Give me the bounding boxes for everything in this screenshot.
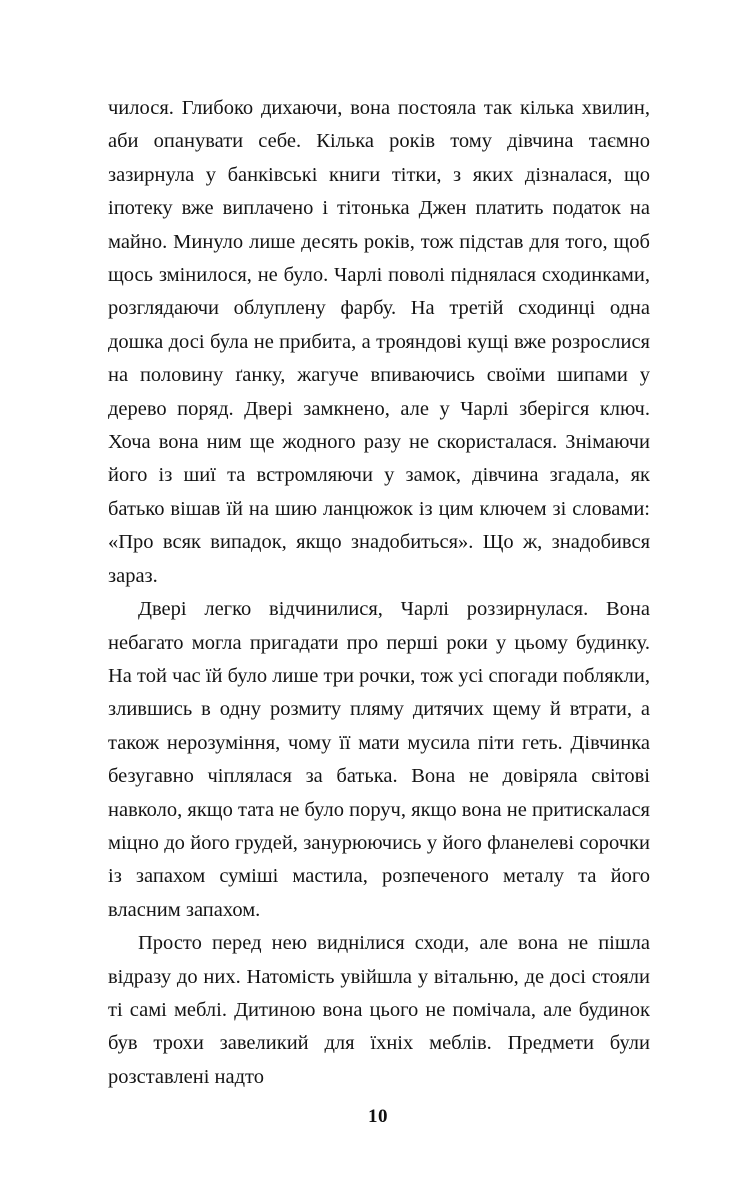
page-number: 10 [368, 1106, 388, 1127]
paragraph-continued: чилося. Глибоко дихаючи, вона постояла так кілька хвилин, аби опанувати себе. Кілька років тому дівчина таємно зазирнула у банківські книги тітки, з яких дізналася, що іпотеку вже виплачено і тітонька Джен платить податок на майно. Минуло лише десять років, тож підстав для того, щоб щось змінилося, не було. Чарлі поволі піднялася сходинками, розглядаючи облуплену фарбу. На третій сходинці одна дошка досі була не прибита, а трояндові кущі вже розрослися на половину ґанку, жагуче впиваючись своїми шипами у дерево поряд. Двері замкнено, але у Чарлі зберігся ключ. Хоча вона ним ще жодного разу не скористалася. Знімаючи його із шиї та встромляючи у замок, дівчина згадала, як батько вішав їй на шию ланцюжок із цим ключем зі словами: «Про всяк випадок, якщо знадобиться». Що ж, знадобився зараз. [108, 97, 650, 587]
paragraph-stairs: Просто перед нею виднілися сходи, але вона не пішла відразу до них. Натомість увійшла у вітальню, де досі стояли ті самі меблі. Дитиною вона цього не помічала, але будинок був трохи завеликий для їхніх меблів. Предмети були розставлені надто [108, 932, 650, 1088]
paragraph-door: Двері легко відчинилися, Чарлі роззирнулася. Вона небагато могла пригадати про перші роки у цьому будинку. На той час їй було лише три рочки, тож усі спогади поблякли, злившись в одну розмиту пляму дитячих щему й втрати, а також нерозуміння, чому її мати мусила піти геть. Дівчинка безугавно чіплялася за батька. Вона не довіряла світові навколо, якщо тата не було поруч, якщо вона не притискалася міцно до його грудей, занурюючись у його фланелеві сорочки із запахом суміші мастила, розпеченого металу та його власним запахом. [108, 598, 650, 921]
page-text-block [108, 92, 650, 1094]
